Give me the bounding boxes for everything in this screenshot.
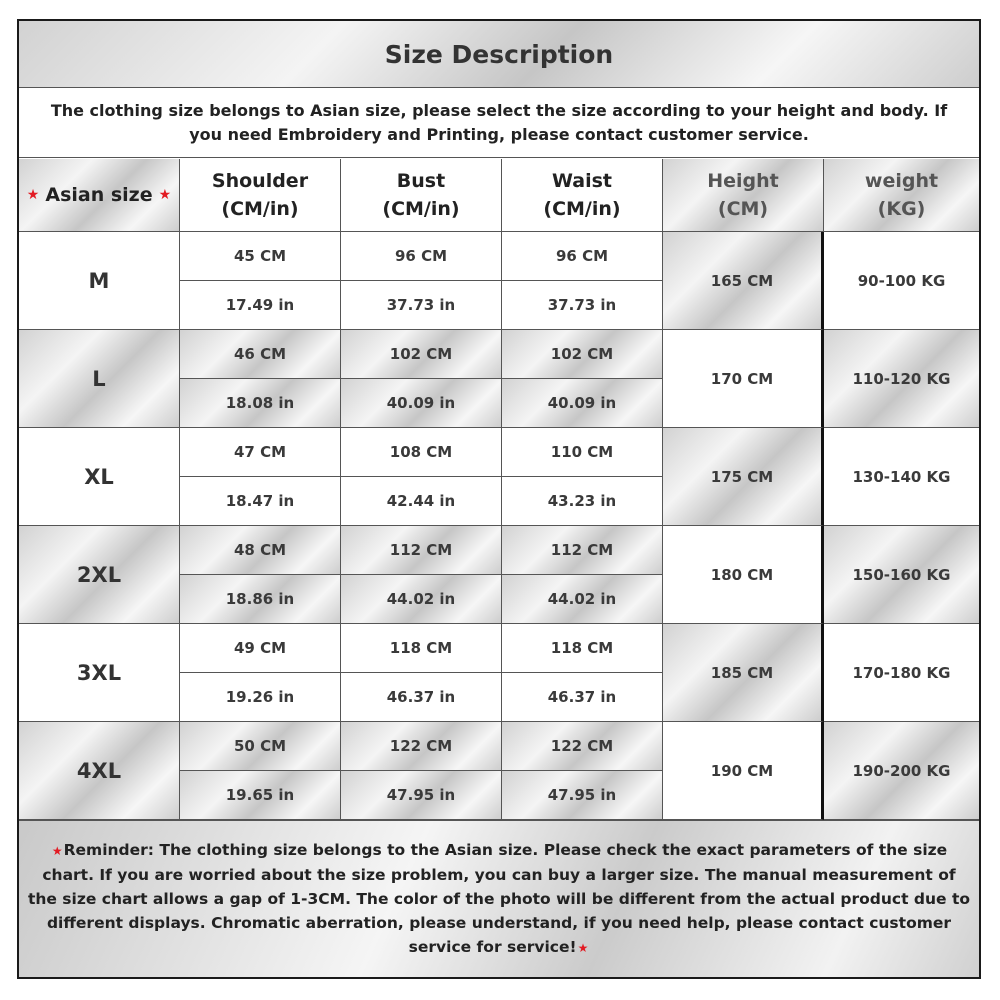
- shoulder-cm: 46 CM: [180, 330, 341, 379]
- height-value: 180 CM: [663, 526, 824, 624]
- shoulder-cm: 49 CM: [180, 624, 341, 673]
- waist-in: 44.02 in: [502, 575, 663, 624]
- weight-value: 170-180 KG: [824, 624, 979, 722]
- weight-value: 90-100 KG: [824, 232, 979, 330]
- star-icon: ★: [51, 844, 63, 858]
- shoulder-cm: 48 CM: [180, 526, 341, 575]
- shoulder-in: 19.65 in: [180, 771, 341, 820]
- waist-cm: 110 CM: [502, 428, 663, 477]
- bust-in: 46.37 in: [341, 673, 502, 722]
- waist-in: 47.95 in: [502, 771, 663, 820]
- shoulder-in: 19.26 in: [180, 673, 341, 722]
- size-label: XL: [19, 428, 180, 526]
- header-weight: [824, 159, 979, 232]
- header-bust-label: Bust: [396, 170, 446, 192]
- shoulder-in: 18.86 in: [180, 575, 341, 624]
- weight-value: 150-160 KG: [824, 526, 979, 624]
- chart-subtitle: The clothing size belongs to Asian size, please select the size according to your height and body. If you need Embroidery and Printing, please contact customer service.: [19, 88, 979, 158]
- reminder-text: Reminder: The clothing size belongs to the Asian size. Please check the exact parameters of the size chart. If you are worried about the size problem, you can buy a larger size. The manual measurement of the size chart allows a gap of 1-3CM. The color of the photo will be different from the actual product due to different displays. Chromatic aberration, please understand, if you need help, please contact customer service for service!: [27, 841, 971, 956]
- bust-in: 47.95 in: [341, 771, 502, 820]
- header-waist: [502, 159, 663, 232]
- shoulder-cm: 50 CM: [180, 722, 341, 771]
- weight-value: 190-200 KG: [824, 722, 979, 820]
- bust-cm: 108 CM: [341, 428, 502, 477]
- bust-cm: 96 CM: [341, 232, 502, 281]
- header-shoulder: [180, 159, 341, 232]
- weight-value: 110-120 KG: [824, 330, 979, 428]
- bust-in: 42.44 in: [341, 477, 502, 526]
- header-waist-label: Waist: [551, 170, 612, 192]
- height-value: 185 CM: [663, 624, 824, 722]
- header-asian-size-label: Asian size: [45, 184, 153, 206]
- bust-cm: 118 CM: [341, 624, 502, 673]
- height-value: 165 CM: [663, 232, 824, 330]
- height-value: 170 CM: [663, 330, 824, 428]
- size-chart: [17, 19, 981, 979]
- height-value: 190 CM: [663, 722, 824, 820]
- size-label: 4XL: [19, 722, 180, 820]
- header-bust-unit: (CM/in): [382, 198, 460, 220]
- shoulder-in: 18.47 in: [180, 477, 341, 526]
- size-label: M: [19, 232, 180, 330]
- chart-title: Size Description: [19, 21, 979, 88]
- header-height-label: Height: [707, 170, 779, 192]
- size-label: 2XL: [19, 526, 180, 624]
- header-shoulder-label: Shoulder: [211, 170, 309, 192]
- shoulder-cm: 47 CM: [180, 428, 341, 477]
- bust-in: 40.09 in: [341, 379, 502, 428]
- waist-in: 37.73 in: [502, 281, 663, 330]
- shoulder-in: 17.49 in: [180, 281, 341, 330]
- star-icon: ★: [577, 941, 589, 955]
- weight-value: 130-140 KG: [824, 428, 979, 526]
- waist-cm: 112 CM: [502, 526, 663, 575]
- waist-cm: 118 CM: [502, 624, 663, 673]
- bust-in: 44.02 in: [341, 575, 502, 624]
- size-label: L: [19, 330, 180, 428]
- header-weight-unit: (KG): [877, 198, 926, 220]
- header-height-unit: (CM): [717, 198, 769, 220]
- waist-cm: 122 CM: [502, 722, 663, 771]
- bust-cm: 122 CM: [341, 722, 502, 771]
- header-waist-unit: (CM/in): [543, 198, 621, 220]
- header-weight-label: weight: [864, 170, 939, 192]
- header-shoulder-unit: (CM/in): [221, 198, 299, 220]
- header-asian-size: [19, 159, 180, 232]
- shoulder-cm: 45 CM: [180, 232, 341, 281]
- bust-in: 37.73 in: [341, 281, 502, 330]
- star-icon: ★: [158, 187, 172, 203]
- reminder-note: [19, 820, 979, 977]
- size-label: 3XL: [19, 624, 180, 722]
- waist-in: 40.09 in: [502, 379, 663, 428]
- bust-cm: 112 CM: [341, 526, 502, 575]
- header-bust: [341, 159, 502, 232]
- waist-cm: 96 CM: [502, 232, 663, 281]
- bust-cm: 102 CM: [341, 330, 502, 379]
- waist-in: 46.37 in: [502, 673, 663, 722]
- height-value: 175 CM: [663, 428, 824, 526]
- reminder-text-block: [27, 838, 971, 960]
- waist-cm: 102 CM: [502, 330, 663, 379]
- shoulder-in: 18.08 in: [180, 379, 341, 428]
- header-height: [663, 159, 824, 232]
- waist-in: 43.23 in: [502, 477, 663, 526]
- star-icon: ★: [26, 187, 40, 203]
